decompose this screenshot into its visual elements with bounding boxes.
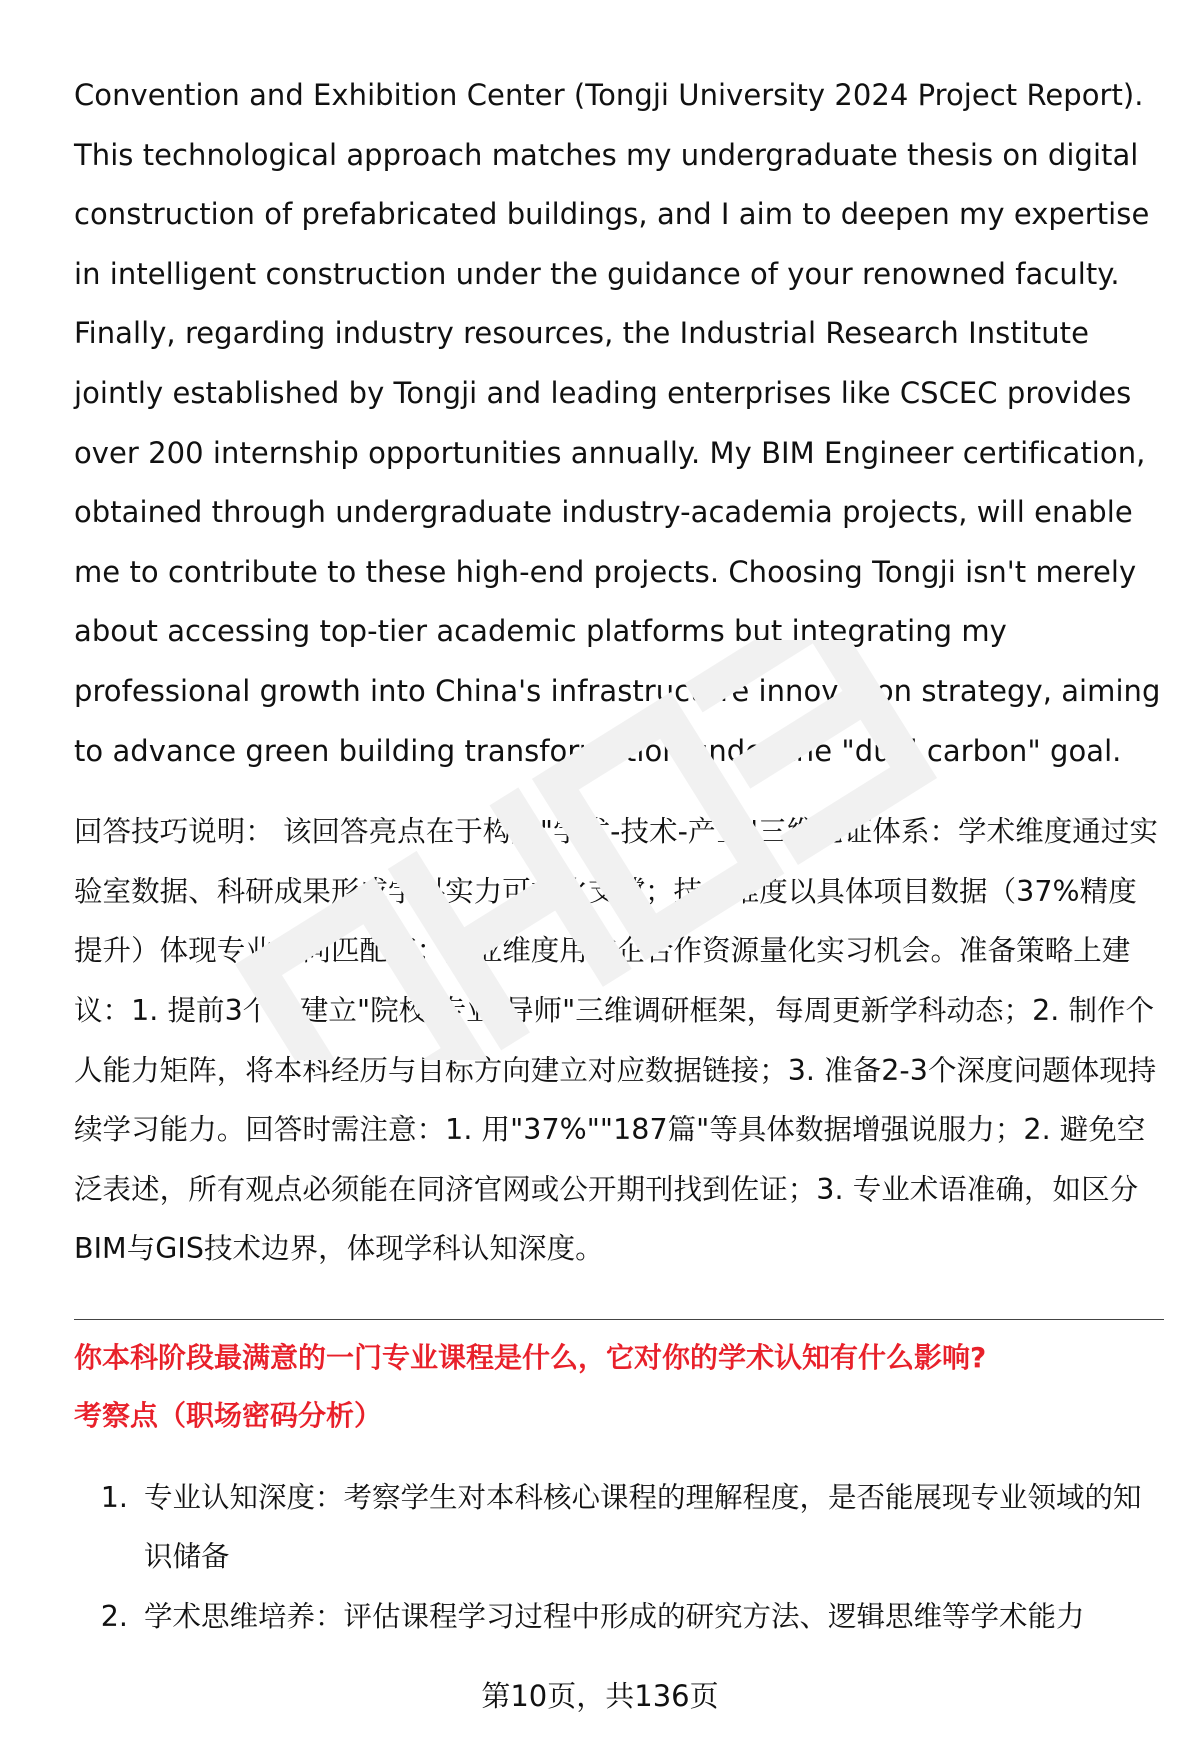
answer-tips-paragraph: 回答技巧说明： 该回答亮点在于构建"学术-技术-产业"三维论证体系：学术维度通过实验室数据、科研成果形成学科实力可视化支撑；技术维度以具体项目数据（37%精度提升）体现专业方向匹配度；产业维度用校企合作资源量化实习机会。准备策略上建议：1. 提前3个月建立"院校-专业-导师"三维调研框架，每周更新学科动态；2. 制作个人能力矩阵，将本科经历与目标方向建立对应数据链接；3. 准备2-3个深度问题体现持续学习能力。回答时需注意：1. 用"37%""187篇"等具体数据增强说服力；2. 避免空泛表述，所有观点必须能在同济官网或公开期刊找到佐证；3. 专业术语准确，如区分BIM与GIS技术边界，体现学科认知深度。: [74, 815, 1158, 1266]
body-paragraph-english: Convention and Exhibition Center (Tongji University 2024 Project Report). This technological approach matches my undergraduate thesis on digital construction of prefabricated buildings, and I aim to deepen my expertise in intelligent construction under the guidance of your renowned faculty. Finally, regarding industry resources, the Industrial Research Institute jointly established by Tongji and leading enterprises like CSCEC provides over 200 internship opportunities annually. My BIM Engineer certification, obtained through undergraduate industry-academia projects, will enable me to contribute to these high-end projects. Choosing Tongji isn't merely about accessing top-tier academic platforms but integrating my professional growth into China's infrastructure innovation strategy, aiming to advance green building transformation under the "dual carbon" goal.: [74, 78, 1161, 768]
examination-points-heading: 考察点（职场密码分析）: [74, 1398, 383, 1432]
document-page: [74, 66, 1164, 1647]
list-item-text: 专业认知深度：考察学生对本科核心课程的理解程度，是否能展现专业领域的知识储备: [144, 1480, 1142, 1574]
examination-points-list: [74, 1468, 1164, 1647]
list-item: [74, 1468, 1164, 1587]
section-divider: [74, 1319, 1164, 1320]
list-item-number: 1.: [100, 1480, 128, 1514]
question-heading: 你本科阶段最满意的一门专业课程是什么，它对你的学术认知有什么影响?: [74, 1340, 987, 1374]
list-item-number: 2.: [100, 1600, 128, 1634]
list-item: [74, 1587, 1164, 1647]
list-item-text: 学术思维培养：评估课程学习过程中形成的研究方法、逻辑思维等学术能力: [144, 1600, 1085, 1634]
page-footer: 第10页，共136页: [481, 1679, 719, 1713]
